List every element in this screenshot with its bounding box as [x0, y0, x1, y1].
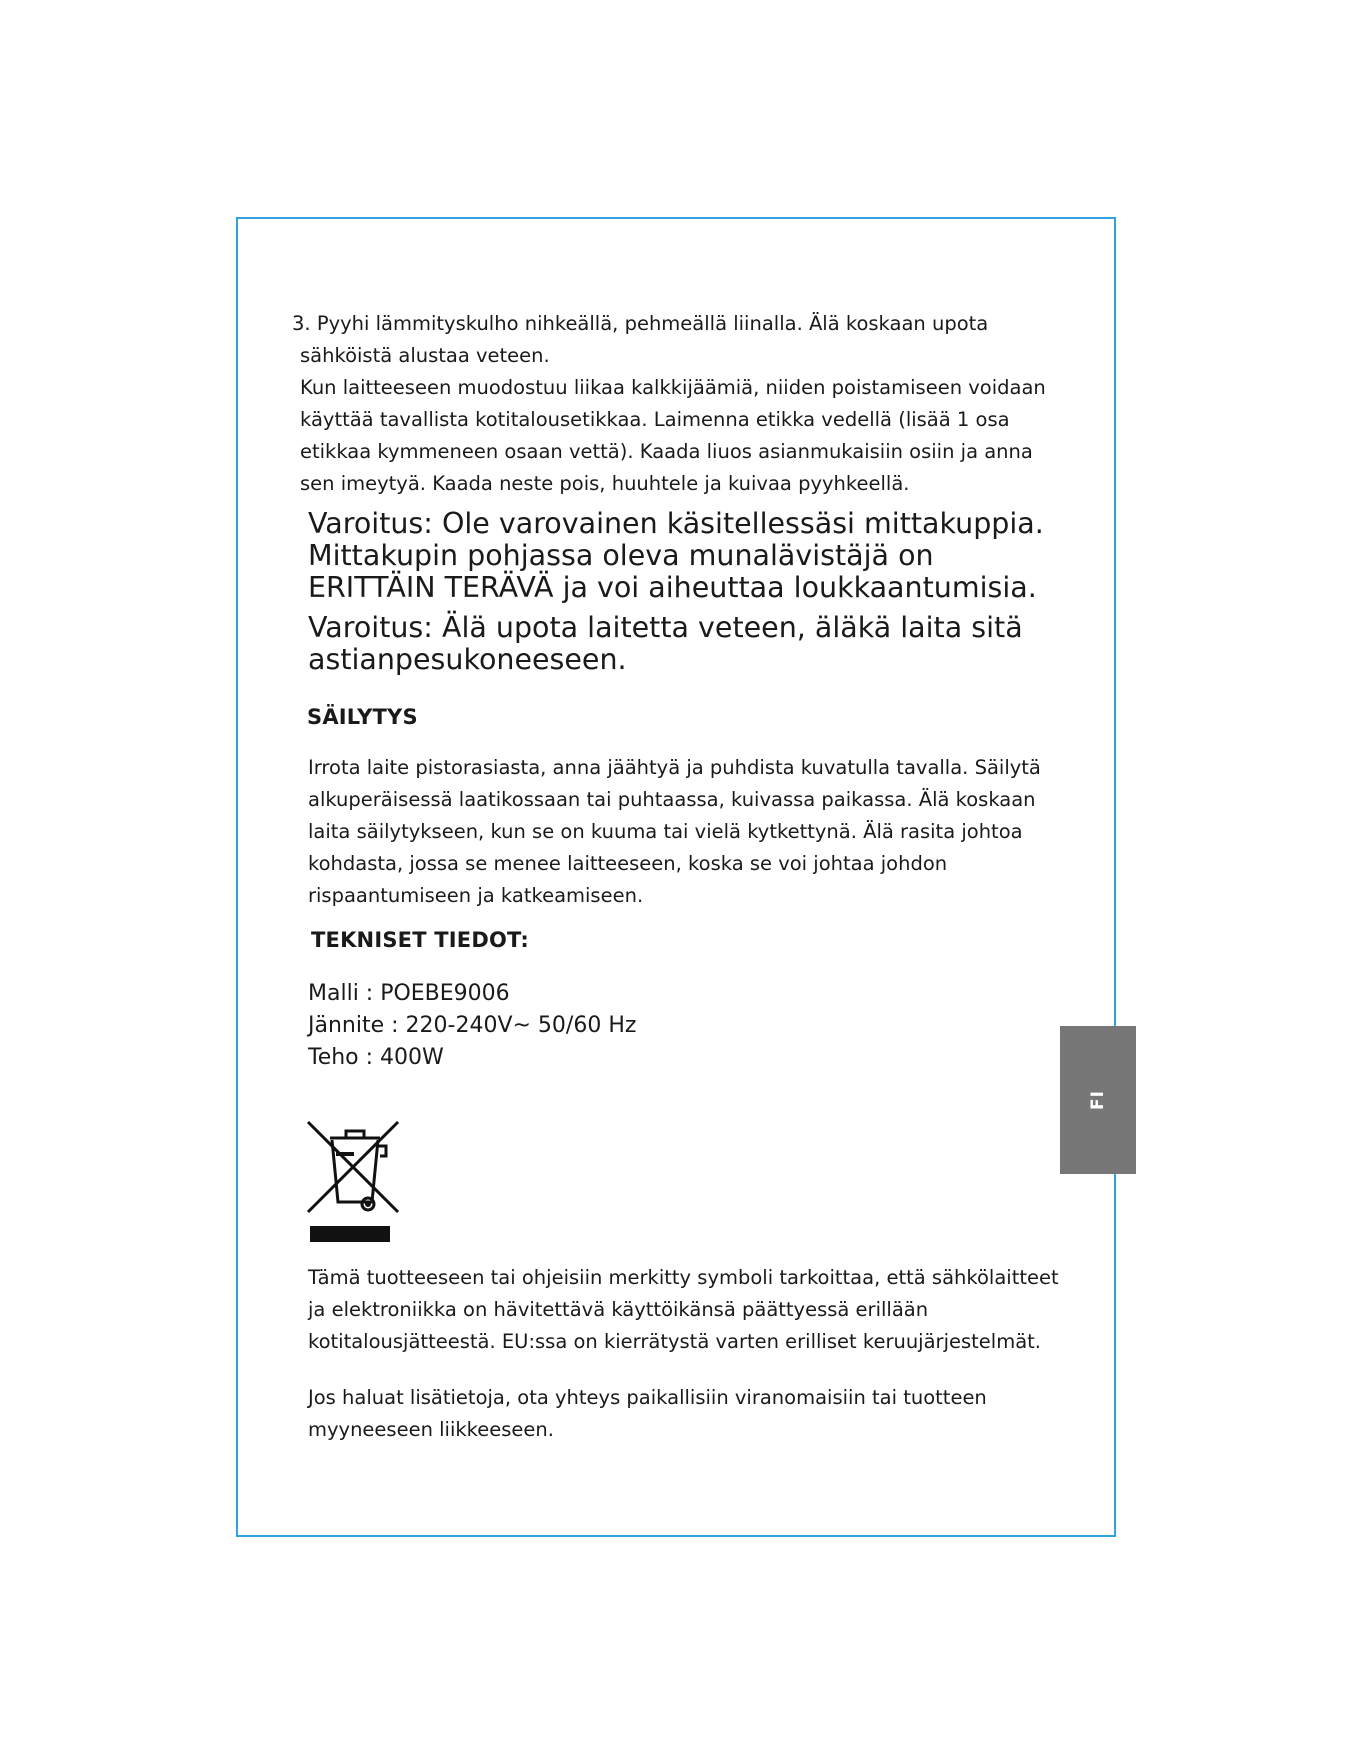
language-tab-label: FI: [1088, 1090, 1108, 1110]
warning-measuring-cup: Varoitus: Ole varovainen käsitellessäsi mittakuppia. Mittakupin pohjassa oleva munalävistäjä on ERITTÄIN TERÄVÄ ja voi aiheuttaa loukkaantumisia.: [308, 507, 1044, 604]
storage-paragraph: Irrota laite pistorasiasta, anna jäähtyä ja puhdista kuvatulla tavalla. Säilytä alkuperäisessä laatikossaan tai puhtaassa, kuivassa paikassa. Älä koskaan laita säilytykseen, kun se on kuuma tai vielä kytkettynä. Älä rasita johtoa kohdasta, jossa se menee laitteeseen, koska se voi johtaa johdon rispaantumiseen ja katkeamiseen.: [308, 756, 1041, 907]
spec-power: Teho : 400W: [308, 1045, 444, 1070]
descaling-paragraph: Kun laitteeseen muodostuu liikaa kalkkijäämiä, niiden poistamiseen voidaan käyttää tavallista kotitalousetikkaa. Laimenna etikka vedellä (lisää 1 osa etikkaa kymmeneen osaan vettä). Kaada liuos asianmukaisiin osiin ja anna sen imeytyä. Kaada neste pois, huuhtele ja kuivaa pyyhkeellä.: [300, 376, 1046, 495]
specs-heading: TEKNISET TIEDOT:: [311, 928, 529, 952]
spec-voltage: Jännite : 220-240V~ 50/60 Hz: [308, 1013, 637, 1038]
step-number: 3.: [292, 312, 311, 335]
cleaning-step: [292, 308, 1060, 372]
language-tab: [1060, 1026, 1136, 1174]
cleaning-step-text: Pyyhi lämmityskulho nihkeällä, pehmeällä liinalla. Älä koskaan upota sähköistä alustaa veteen.: [300, 312, 989, 367]
storage-heading: SÄILYTYS: [307, 705, 418, 729]
disposal-contact-paragraph: Jos haluat lisätietoja, ota yhteys paikallisiin viranomaisiin tai tuotteen myyneeseen liikkeeseen.: [308, 1386, 987, 1441]
disposal-paragraph: Tämä tuotteeseen tai ohjeisiin merkitty symboli tarkoittaa, että sähkölaitteet ja elektroniikka on hävitettävä käyttöikänsä päättyessä erillään kotitalousjätteestä. EU:ssa on kierrätystä varten erilliset keruujärjestelmät.: [308, 1266, 1059, 1353]
warning-water: Varoitus: Älä upota laitetta veteen, äläkä laita sitä astianpesukoneeseen.: [308, 611, 1023, 676]
crossed-out-wheelie-bin-icon: [300, 1116, 410, 1246]
spec-model: Malli : POEBE9006: [308, 981, 510, 1006]
